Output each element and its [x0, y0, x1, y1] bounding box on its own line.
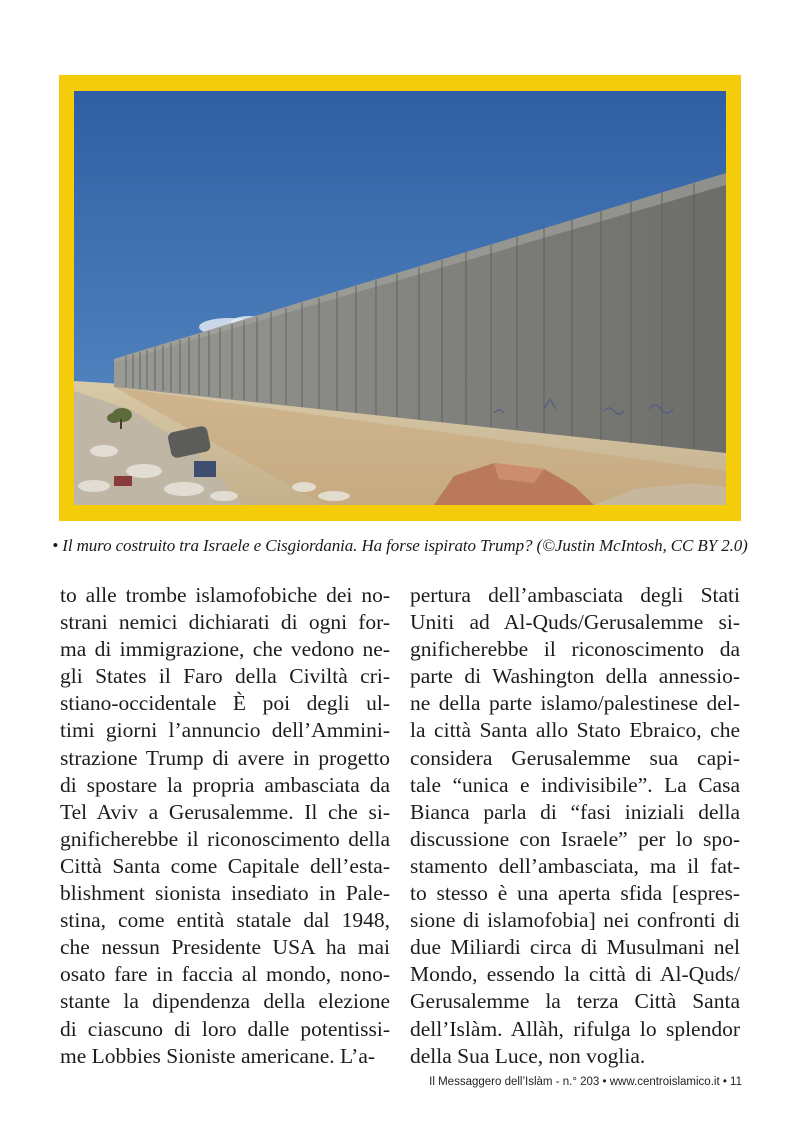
text-line: due Miliardi circa di Musulmani nel	[410, 935, 740, 960]
wall-photo	[74, 91, 726, 505]
text-line: to stesso è una aperta sfida [espres-	[410, 881, 740, 906]
photo-caption: • Il muro costruito tra Israele e Cisgiordania. Ha forse ispirato Trump? (©Justin McIntosh, CC BY 2.0)	[52, 536, 748, 555]
text-line: timi giorni l’annuncio dell’Ammini-	[60, 718, 390, 743]
text-line: sione di islamofobia] nei confronti di	[410, 908, 740, 933]
text-line: strazione Trump di avere in progetto	[60, 745, 390, 770]
text-line: stiano-occidentale È poi degli ul-	[60, 691, 390, 716]
text-line: to alle trombe islamofobiche dei no-	[60, 583, 390, 607]
text-line: stamento dell’ambasciata, ma il fat-	[410, 853, 740, 878]
text-line: tale “unica e indivisibile”. La Casa	[410, 772, 740, 797]
text-line: Bianca parla di “fasi iniziali della	[410, 799, 740, 824]
text-line: la città Santa allo Stato Ebraico, che	[410, 718, 740, 743]
text-line: parte di Washington della annessio-	[410, 664, 740, 689]
text-line: di spostare la propria ambasciata da	[60, 772, 390, 797]
text-line: dell’Islàm. Allàh, rifulga lo splendor	[410, 1016, 740, 1041]
text-line: osato fare in faccia al mondo, nono-	[60, 962, 390, 987]
text-line: Uniti ad Al-Quds/Gerusalemme si-	[410, 610, 740, 635]
text-line: stante la dipendenza della elezione	[60, 989, 390, 1014]
text-line: Città Santa come Capitale dell’esta-	[60, 853, 390, 878]
photo-frame	[59, 75, 741, 521]
page-footer: Il Messaggero dell’Islàm - n.° 203 • www.centroislamico.it • 11	[429, 1076, 742, 1088]
text-line: considera Gerusalemme sua capi-	[410, 745, 740, 770]
text-line: che nessun Presidente USA ha mai	[60, 935, 390, 960]
article-column-left	[60, 582, 390, 1070]
text-line: della Sua Luce, non voglia.	[410, 1043, 646, 1068]
text-line: gnificherebbe il riconoscimento da	[410, 637, 740, 662]
text-line: gli States il Faro della Civiltà cri-	[60, 664, 390, 689]
text-line: blishment sionista insediato in Pale-	[60, 881, 390, 906]
text-line: me Lobbies Sioniste americane. L’a-	[60, 1043, 376, 1068]
text-line: pertura dell’ambasciata degli Stati	[410, 583, 740, 607]
text-line: stina, come entità statale dal 1948,	[60, 908, 390, 933]
text-line: discussione con Israele” per lo spo-	[410, 826, 740, 851]
text-line: gnificherebbe il riconoscimento della	[60, 826, 390, 851]
text-line: Mondo, essendo la città di Al-Quds/	[410, 962, 740, 987]
text-line: ma di immigrazione, che vedono ne-	[60, 637, 390, 662]
text-line: strani nemici dichiarati di ogni for-	[60, 610, 390, 635]
text-line: di ciascuno di loro dalle potentissi-	[60, 1016, 390, 1041]
text-line: ne della parte islamo/palestinese del-	[410, 691, 740, 716]
text-line: Gerusalemme la terza Città Santa	[410, 989, 740, 1014]
article-column-right	[410, 582, 740, 1070]
text-line: Tel Aviv a Gerusalemme. Il che si-	[60, 799, 390, 824]
